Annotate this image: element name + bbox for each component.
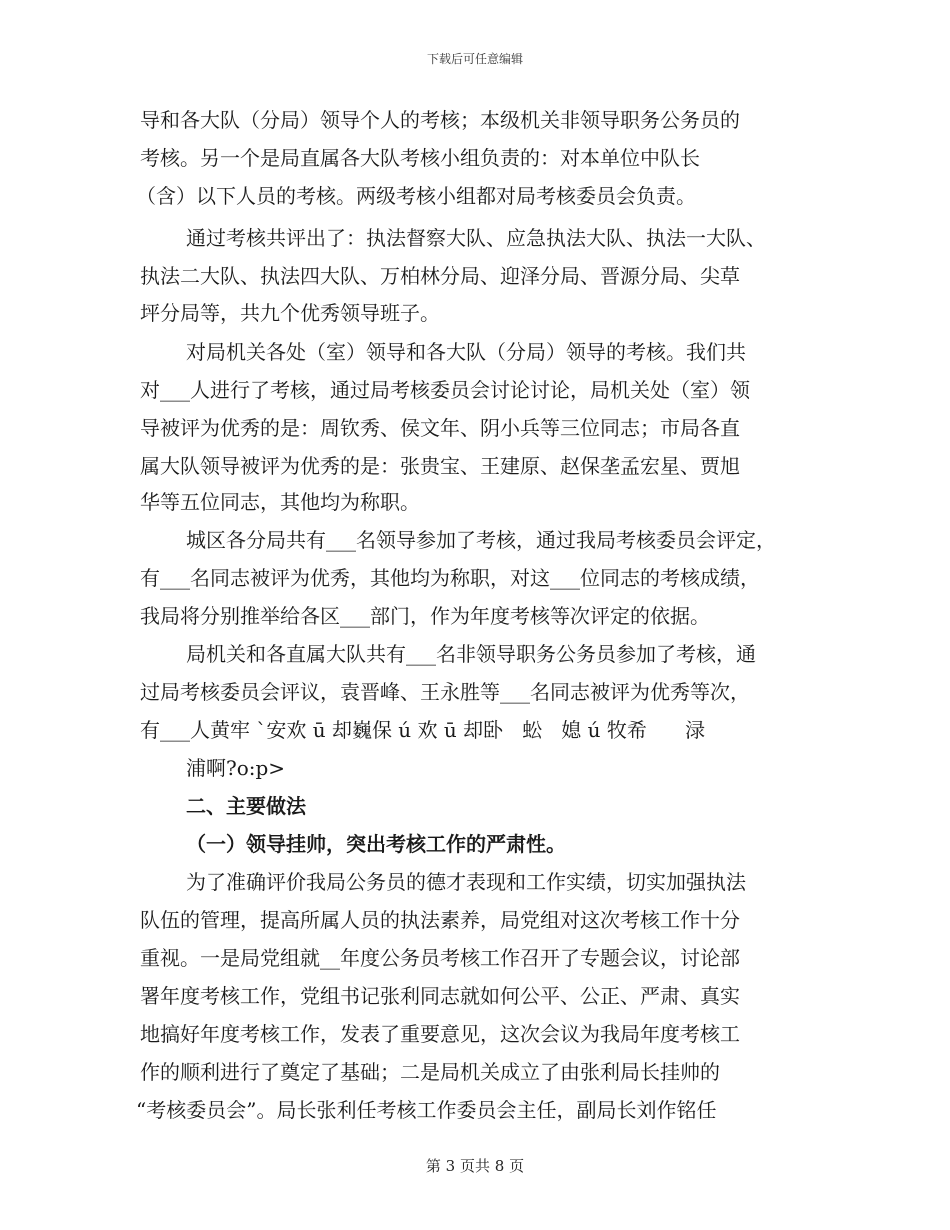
paragraph-line: 重视。一是局党组就__年度公务员考核工作召开了专题会议，讨论部 xyxy=(140,946,740,970)
paragraph-line: 通过考核共评出了：执法督察大队、应急执法大队、执法一大队、 xyxy=(186,226,766,250)
paragraph-line: 局机关和各直属大队共有___名非领导职务公务员参加了考核，通 xyxy=(186,642,756,666)
paragraph-line: 过局考核委员会评议，袁晋峰、王永胜等___名同志被评为优秀等次， xyxy=(140,680,750,704)
paragraph-line: 署年度考核工作，党组书记张利同志就如何公平、公正、严肃、真实 xyxy=(140,984,740,1008)
paragraph-line: 有___名同志被评为优秀，其他均为称职，对这___位同志的考核成绩， xyxy=(140,566,760,590)
paragraph-line: 执法二大队、执法四大队、万柏林分局、迎泽分局、晋源分局、尖草 xyxy=(140,264,740,288)
paragraph-line: 作的顺利进行了奠定了基础；二是局机关成立了由张利局长挂帅的 xyxy=(140,1060,720,1084)
paragraph-line: 队伍的管理，提高所属人员的执法素养，局党组对这次考核工作十分 xyxy=(140,908,740,932)
paragraph-line: 有___人黄牢 `安欢 ū 却巍保 ú 欢 ū 却卧 蚣 媳 ú 牧希 渌 xyxy=(140,718,706,742)
paragraph-line: 导和各大队（分局）领导个人的考核；本级机关非领导职务公务员的 xyxy=(140,108,740,132)
paragraph-line: 华等五位同志，其他均为称职。 xyxy=(140,490,420,514)
paragraph-line: 浦啊?o:p> xyxy=(186,756,286,780)
paragraph-line: 对局机关各处（室）领导和各大队（分局）领导的考核。我们共 xyxy=(186,340,746,364)
paragraph-line: 坪分局等，共九个优秀领导班子。 xyxy=(140,301,440,325)
page-header: 下载后可任意编辑 xyxy=(426,52,523,66)
paragraph-line: “考核委员会”。局长张利任考核工作委员会主任，副局长刘作铭任 xyxy=(136,1098,717,1122)
paragraph-line: 导被评为优秀的是：周钦秀、侯文年、阴小兵等三位同志；市局各直 xyxy=(140,416,740,440)
paragraph-line: 对___人进行了考核，通过局考核委员会讨论讨论，局机关处（室）领 xyxy=(140,378,750,402)
paragraph-line: 属大队领导被评为优秀的是：张贵宝、王建原、赵保垄孟宏星、贾旭 xyxy=(140,454,740,478)
paragraph-line: （含）以下人员的考核。两级考核小组都对局考核委员会负责。 xyxy=(136,184,696,208)
subsection-heading: （一）领导挂帅，突出考核工作的严肃性。 xyxy=(186,832,566,856)
paragraph-line: 我局将分别推举给各区___部门，作为年度考核等次评定的依据。 xyxy=(140,604,710,628)
paragraph-line: 城区各分局共有___名领导参加了考核，通过我局考核委员会评定， xyxy=(186,528,776,552)
section-heading: 二、主要做法 xyxy=(186,794,306,818)
page-number: 第 3 页共 8 页 xyxy=(425,1157,525,1175)
paragraph-line: 为了准确评价我局公务员的德才表现和工作实绩，切实加强执法 xyxy=(186,870,746,894)
paragraph-line: 地搞好年度考核工作，发表了重要意见，这次会议为我局年度考核工 xyxy=(140,1022,740,1046)
paragraph-line: 考核。另一个是局直属各大队考核小组负责的：对本单位中队长 xyxy=(140,146,700,170)
